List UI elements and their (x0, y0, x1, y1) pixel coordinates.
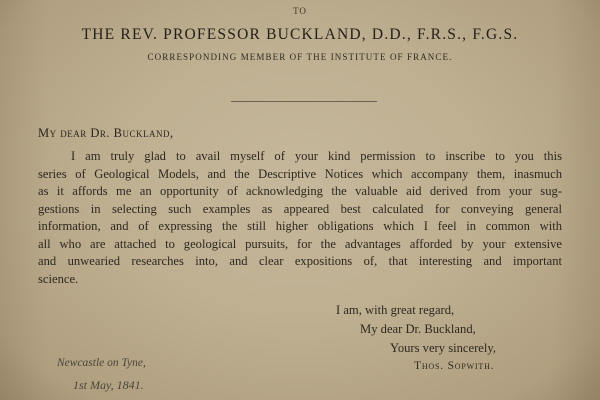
place-line: Newcastle on Tyne, (57, 357, 146, 369)
body-line: I am truly glad to avail myself of your kind permission to inscribe to you this (71, 149, 562, 163)
dedicatee-name: THE REV. PROFESSOR BUCKLAND, D.D., F.R.S., F.G.S. (81, 26, 519, 43)
letter-body (38, 148, 562, 288)
body-line: information, and of expressing the still higher obligations which I feel in common with (38, 219, 562, 233)
body-line: as it affords me an opportunity of acknowledging the valuable aid derived from your sug- (38, 184, 562, 198)
closing-line: My dear Dr. Buckland, (360, 322, 476, 336)
divider-rule (231, 101, 377, 102)
body-line: and unwearied researches into, and clear expositions of, that interesting and important (38, 254, 562, 268)
closing-line: I am, with great regard, (336, 303, 455, 317)
salutation: My dear Dr. Buckland, (38, 126, 174, 140)
to-heading: TO (293, 6, 307, 16)
body-line: science. (38, 271, 79, 286)
dedicatee-affiliation: CORRESPONDING MEMBER OF THE INSTITUTE OF FRANCE. (147, 52, 453, 62)
date-line: 1st May, 1841. (73, 378, 144, 392)
closing-line: Yours very sincerely, (390, 341, 496, 355)
body-line: series of Geological Models, and the Descriptive Notices which accompany them, inasmuch (38, 166, 562, 181)
signature: Thos. Sopwith. (414, 360, 495, 372)
body-line: gestions in selecting such examples as appeared best calculated for conveying general (38, 201, 562, 216)
body-line: all who are attached to geological pursuits, for the advantages afforded by your extensive (38, 236, 562, 251)
